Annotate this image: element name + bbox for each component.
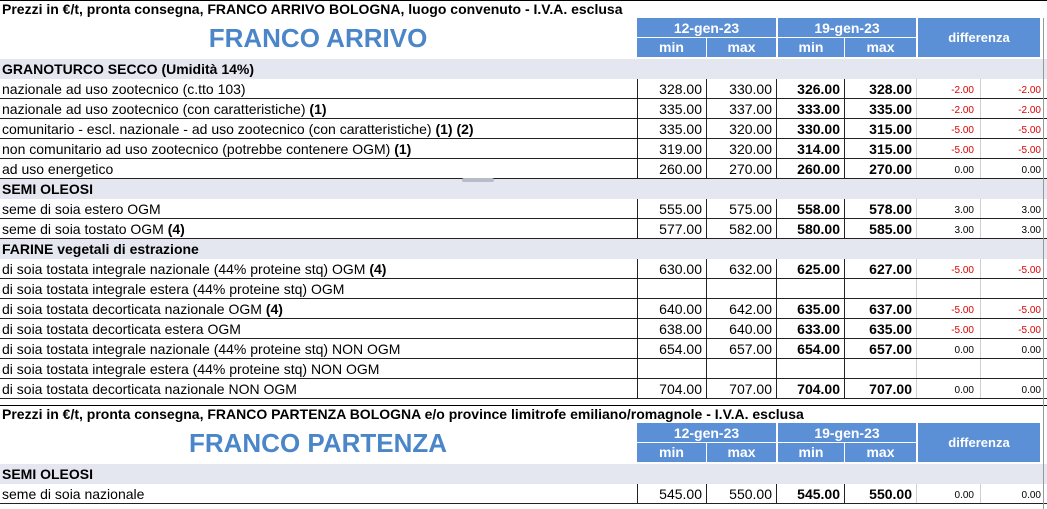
row-label (2, 359, 379, 379)
prev-min-value: 640.00 (659, 301, 702, 317)
cell-border (980, 79, 981, 99)
table-row (0, 339, 1047, 359)
date-prev-header: 12-gen-23 (637, 18, 776, 38)
row-note: (4) (369, 261, 387, 277)
cell-border (637, 359, 638, 379)
cell-border (776, 359, 777, 379)
cell-border (776, 159, 777, 179)
sheet-divider-handle[interactable] (462, 178, 494, 182)
cell-border (916, 379, 917, 399)
current-max-header: max (844, 443, 916, 462)
cell-border (844, 199, 845, 219)
row-note: (1) (394, 141, 412, 157)
diff-min-value: 3.00 (954, 205, 974, 216)
diff-max-value: 0.00 (1021, 165, 1041, 176)
difference-header: differenza (918, 423, 1040, 462)
current-max-value: 315.00 (869, 141, 912, 157)
table-row (0, 484, 1047, 504)
diff-min-value: 0.00 (954, 345, 974, 356)
prev-min-value: 577.00 (659, 221, 702, 237)
row-note: (1) (309, 101, 327, 117)
cell-border (980, 339, 981, 359)
cell-border (980, 484, 981, 504)
prev-max-value: 270.00 (729, 161, 772, 177)
cell-border (706, 139, 707, 159)
cell-border (776, 379, 777, 399)
prev-max-value: 337.00 (729, 101, 772, 117)
current-min-value: 260.00 (797, 161, 840, 177)
current-max-value: 627.00 (869, 261, 912, 277)
prev-min-value: 328.00 (659, 81, 702, 97)
diff-min-value: -5.00 (951, 305, 974, 316)
block-caption: Prezzi in €/t, pronta consegna, FRANCO PARTENZA BOLOGNA e/o province limitrofe emiliano/romagnole - I.V.A. esclusa (2, 406, 804, 422)
cell-border (980, 299, 981, 319)
cell-border (844, 379, 845, 399)
diff-max-value: 0.00 (1021, 345, 1041, 356)
row-label (2, 159, 113, 179)
row-label-text: di soia tostata integrale estera (44% proteine stq) OGM (2, 281, 345, 297)
diff-min-value: 0.00 (954, 490, 974, 501)
diff-max-value: 3.00 (1021, 225, 1041, 236)
cell-border (776, 119, 777, 139)
current-max-value: 315.00 (869, 121, 912, 137)
row-label (2, 119, 474, 139)
cell-border (916, 259, 917, 279)
prev-min-value: 335.00 (659, 101, 702, 117)
cell-border (916, 299, 917, 319)
section-header: FARINE vegetali di estrazione (0, 239, 1047, 259)
current-min-value: 580.00 (797, 221, 840, 237)
current-min-value: 633.00 (797, 321, 840, 337)
cell-border (637, 139, 638, 159)
cell-border (706, 79, 707, 99)
cell-border (844, 99, 845, 119)
prev-min-value: 335.00 (659, 121, 702, 137)
cell-border (706, 359, 707, 379)
cell-border (637, 159, 638, 179)
cell-border (776, 279, 777, 299)
prev-min-value: 319.00 (659, 141, 702, 157)
cell-border (844, 79, 845, 99)
cell-border (776, 299, 777, 319)
row-border (0, 398, 1047, 399)
current-max-value: 270.00 (869, 161, 912, 177)
current-max-value: 578.00 (869, 201, 912, 217)
diff-max-value: 3.00 (1021, 205, 1041, 216)
prev-max-value: 330.00 (729, 81, 772, 97)
row-label-text: di soia tostata decorticata estera OGM (2, 321, 241, 337)
cell-border (776, 219, 777, 239)
current-min-header: min (778, 443, 844, 462)
cell-border (916, 199, 917, 219)
row-label (2, 319, 241, 339)
row-label-text: non comunitario ad uso zootecnico (potrebbe contenere OGM) (2, 141, 391, 157)
cell-border (706, 99, 707, 119)
prev-max-header: max (706, 443, 776, 462)
table-row (0, 299, 1047, 319)
cell-border (706, 119, 707, 139)
cell-border (637, 484, 638, 504)
diff-min-value: -5.00 (951, 265, 974, 276)
current-max-value: 637.00 (869, 301, 912, 317)
row-label-text: di soia tostata integrale nazionale (44% proteine stq) NON OGM (2, 341, 401, 357)
current-min-value: 545.00 (797, 486, 840, 502)
cell-border (916, 359, 917, 379)
table-row (0, 159, 1047, 179)
current-min-value: 625.00 (797, 261, 840, 277)
diff-max-value: -5.00 (1018, 305, 1041, 316)
row-note: (4) (265, 301, 283, 317)
cell-border (637, 299, 638, 319)
cell-border (637, 379, 638, 399)
row-label (2, 219, 185, 239)
table-row (0, 319, 1047, 339)
cell-border (637, 279, 638, 299)
cell-border (980, 219, 981, 239)
table-row (0, 199, 1047, 219)
cell-border (776, 139, 777, 159)
cell-border (916, 99, 917, 119)
diff-min-value: -2.00 (951, 85, 974, 96)
current-min-value: 654.00 (797, 341, 840, 357)
current-min-value: 333.00 (797, 101, 840, 117)
row-label-text: ad uso energetico (2, 161, 114, 177)
cell-border (916, 79, 917, 99)
current-min-value: 314.00 (797, 141, 840, 157)
current-max-header: max (844, 38, 916, 57)
cell-border (637, 119, 638, 139)
prev-min-value: 545.00 (659, 486, 702, 502)
cell-border (844, 359, 845, 379)
cell-border (776, 79, 777, 99)
table-row (0, 139, 1047, 159)
section-header: GRANOTURCO SECCO (Umidità 14%) (0, 59, 1047, 79)
diff-min-value: -5.00 (951, 145, 974, 156)
prev-min-value: 704.00 (659, 381, 702, 397)
prev-max-header: max (706, 38, 776, 57)
current-min-header: min (778, 38, 844, 57)
cell-border (980, 99, 981, 119)
diff-min-value: -2.00 (951, 105, 974, 116)
prev-max-value: 320.00 (729, 121, 772, 137)
cell-border (776, 319, 777, 339)
diff-min-value: -5.00 (951, 125, 974, 136)
block-caption: Prezzi in €/t, pronta consegna, FRANCO ARRIVO BOLOGNA, luogo convenuto - I.V.A. esclusa (2, 1, 623, 17)
cell-border (706, 379, 707, 399)
row-label-text: nazionale ad uso zootecnico (con caratteristiche) (2, 101, 306, 117)
cell-border (844, 159, 845, 179)
cell-border (706, 319, 707, 339)
current-min-value: 635.00 (797, 301, 840, 317)
cell-border (776, 484, 777, 504)
current-min-value: 330.00 (797, 121, 840, 137)
cell-border (706, 199, 707, 219)
cell-border (916, 119, 917, 139)
row-label (2, 379, 297, 399)
cell-border (844, 339, 845, 359)
current-min-value: 326.00 (797, 81, 840, 97)
cell-border (916, 484, 917, 504)
cell-border (844, 119, 845, 139)
prev-min-header: min (637, 38, 706, 57)
cell-border (980, 159, 981, 179)
table-row (0, 119, 1047, 139)
current-max-value: 635.00 (869, 321, 912, 337)
table-row (0, 379, 1047, 399)
prev-max-value: 640.00 (729, 321, 772, 337)
row-label-text: seme di soia nazionale (2, 486, 145, 502)
prev-max-value: 657.00 (729, 341, 772, 357)
cell-border (916, 219, 917, 239)
prev-max-value: 632.00 (729, 261, 772, 277)
cell-border (776, 199, 777, 219)
table-row (0, 279, 1047, 299)
cell-border (706, 279, 707, 299)
diff-max-value: 0.00 (1021, 385, 1041, 396)
cell-border (844, 219, 845, 239)
diff-min-value: 3.00 (954, 225, 974, 236)
row-label (2, 79, 246, 99)
prev-max-value: 707.00 (729, 381, 772, 397)
diff-min-value: 0.00 (954, 385, 974, 396)
row-label-text: seme di soia tostato OGM (2, 221, 164, 237)
cell-border (916, 159, 917, 179)
cell-border (844, 279, 845, 299)
diff-max-value: -2.00 (1018, 105, 1041, 116)
difference-header: differenza (918, 18, 1040, 57)
cell-border (980, 119, 981, 139)
prev-min-header: min (637, 443, 706, 462)
block-title: FRANCO ARRIVO (208, 23, 428, 53)
cell-border (637, 319, 638, 339)
row-label-text: seme di soia estero OGM (2, 201, 161, 217)
cell-border (706, 159, 707, 179)
cell-border (776, 99, 777, 119)
table-row (0, 259, 1047, 279)
diff-max-value: -2.00 (1018, 85, 1041, 96)
row-label (2, 299, 283, 319)
row-label (2, 139, 411, 159)
prev-max-value: 582.00 (729, 221, 772, 237)
current-max-value: 335.00 (869, 101, 912, 117)
prev-min-value: 555.00 (659, 201, 702, 217)
prev-min-value: 630.00 (659, 261, 702, 277)
prev-min-value: 638.00 (659, 321, 702, 337)
diff-min-value: 0.00 (954, 165, 974, 176)
cell-border (706, 259, 707, 279)
date-prev-header: 12-gen-23 (637, 423, 776, 443)
cell-border (844, 299, 845, 319)
cell-border (776, 339, 777, 359)
row-note: (1) (2) (435, 121, 474, 137)
cell-border (776, 259, 777, 279)
diff-max-value: -5.00 (1018, 125, 1041, 136)
row-label-text: comunitario - escl. nazionale - ad uso zootecnico (con caratteristiche) (2, 121, 432, 137)
row-label (2, 99, 327, 119)
cell-border (706, 299, 707, 319)
block-title: FRANCO PARTENZA (188, 428, 448, 458)
cell-border (980, 359, 981, 379)
section-header: SEMI OLEOSI (0, 179, 1047, 199)
current-min-value: 704.00 (797, 381, 840, 397)
diff-max-value: -5.00 (1018, 325, 1041, 336)
current-max-value: 657.00 (869, 341, 912, 357)
row-label-text: di soia tostata decorticata nazionale NON OGM (2, 381, 297, 397)
cell-border (916, 319, 917, 339)
sheet-right-border (1043, 18, 1044, 509)
prev-max-value: 575.00 (729, 201, 772, 217)
prev-max-value: 642.00 (729, 301, 772, 317)
prev-min-value: 260.00 (659, 161, 702, 177)
row-label (2, 339, 400, 359)
cell-border (706, 339, 707, 359)
cell-border (637, 219, 638, 239)
diff-max-value: -5.00 (1018, 265, 1041, 276)
row-label-text: nazionale ad uso zootecnico (c.tto 103) (2, 81, 246, 97)
table-row (0, 359, 1047, 379)
cell-border (844, 139, 845, 159)
prev-max-value: 550.00 (729, 486, 772, 502)
cell-border (980, 259, 981, 279)
cell-border (637, 79, 638, 99)
cell-border (706, 484, 707, 504)
cell-border (637, 259, 638, 279)
table-row (0, 219, 1047, 239)
cell-border (844, 319, 845, 339)
cell-border (916, 279, 917, 299)
cell-border (916, 339, 917, 359)
cell-border (980, 139, 981, 159)
diff-max-value: 0.00 (1021, 490, 1041, 501)
row-note: (4) (167, 221, 185, 237)
diff-min-value: -5.00 (951, 325, 974, 336)
prev-min-value: 654.00 (659, 341, 702, 357)
current-max-value: 707.00 (869, 381, 912, 397)
cell-border (980, 319, 981, 339)
date-current-header: 19-gen-23 (778, 18, 916, 38)
section-header: SEMI OLEOSI (0, 464, 1047, 484)
cell-border (637, 99, 638, 119)
row-label-text: di soia tostata integrale nazionale (44% proteine stq) OGM (2, 261, 366, 277)
cell-border (637, 339, 638, 359)
diff-max-value: -5.00 (1018, 145, 1041, 156)
current-max-value: 550.00 (869, 486, 912, 502)
cell-border (980, 199, 981, 219)
row-label (2, 279, 344, 299)
current-max-value: 585.00 (869, 221, 912, 237)
row-label (2, 199, 161, 219)
row-label-text: di soia tostata integrale estera (44% proteine stq) NON OGM (2, 361, 380, 377)
cell-border (980, 379, 981, 399)
cell-border (706, 219, 707, 239)
table-row (0, 99, 1047, 119)
row-border (0, 503, 1047, 504)
row-label-text: di soia tostata decorticata nazionale OGM (2, 301, 262, 317)
cell-border (844, 484, 845, 504)
cell-border (916, 139, 917, 159)
cell-border (844, 259, 845, 279)
date-current-header: 19-gen-23 (778, 423, 916, 443)
current-min-value: 558.00 (797, 201, 840, 217)
cell-border (980, 279, 981, 299)
row-label (2, 259, 386, 279)
current-max-value: 328.00 (869, 81, 912, 97)
cell-border (637, 199, 638, 219)
row-label (2, 484, 144, 504)
table-row (0, 79, 1047, 99)
prev-max-value: 320.00 (729, 141, 772, 157)
